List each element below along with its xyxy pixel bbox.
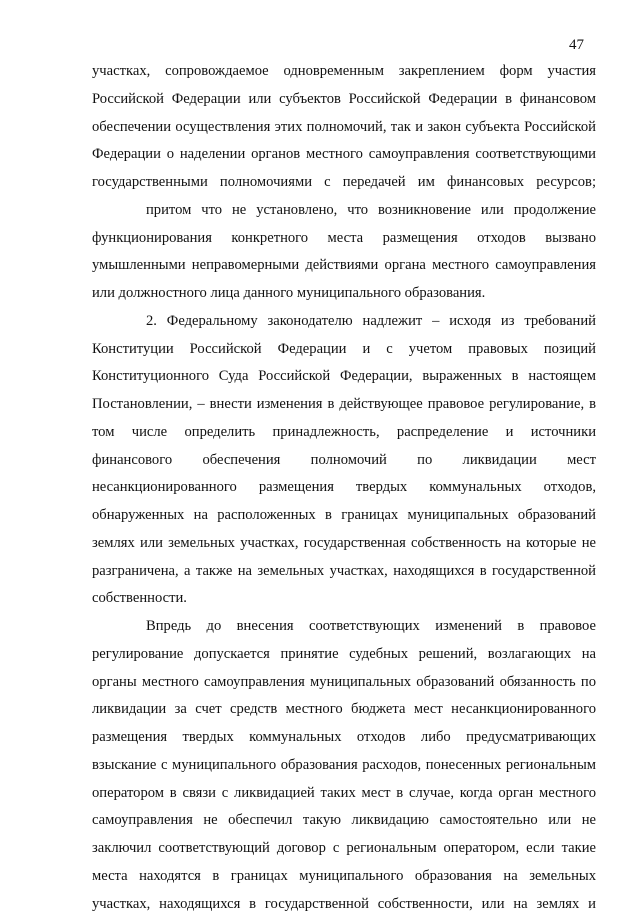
paragraph-condition: притом что не установлено, что возникновение или продолжение функционирования конкретного места размещения отходов вызвано умышленными неправомерными действиями органа местного самоуправления или должностного лица данного муниципального образования. <box>92 201 596 301</box>
paragraph-continuation: участках, сопровождаемое одновременным закреплением форм участия Российской Федерации или субъектов Российской Федерации в финансовом обеспечении осуществления этих полномочий, так и закон субъекта Российской Федерации о наделении органов местного самоуправления соответствующими государственными полномочиями с передачей им финансовых ресурсов; <box>92 63 596 190</box>
paragraph-interim-rule: Впредь до внесения соответствующих изменений в правовое регулирование допускается принятие судебных решений, возлагающих на органы местного самоуправления муниципальных образований обязанность по ликвидации за счет средств местного бюджета мест несанкционированного размещения твердых коммунальных отходов либо предусматривающих взыскание с муниципального образования расходов, понесенных региональным оператором в связи с ликвидацией таких мест в случае, когда орган местного самоуправления не обеспечил такую ликвидацию самостоятельно или не заключил соответствующий договор с региональным оператором, если такие места находятся в границах муниципального образования на земельных участках, находящихся в государственной собственности, или на землях и <box>92 618 596 912</box>
page-number: 47 <box>569 37 584 53</box>
document-body <box>92 58 596 918</box>
paragraph-point-2: 2. Федеральному законодателю надлежит – исходя из требований Конституции Российской Федерации и с учетом правовых позиций Конституционного Суда Российской Федерации, выраженных в настоящем Постановлении, – внести изменения в действующее правовое регулирование, в том числе определить принадлежность, распределение и источники финансового обеспечения полномочий по ликвидации мест несанкционированного размещения твердых коммунальных отходов, обнаруженных на расположенных в границах муниципальных образований землях или земельных участках, государственная собственность на которые не разграничена, а также на земельных участках, находящихся в государственной собственности. <box>92 312 596 607</box>
